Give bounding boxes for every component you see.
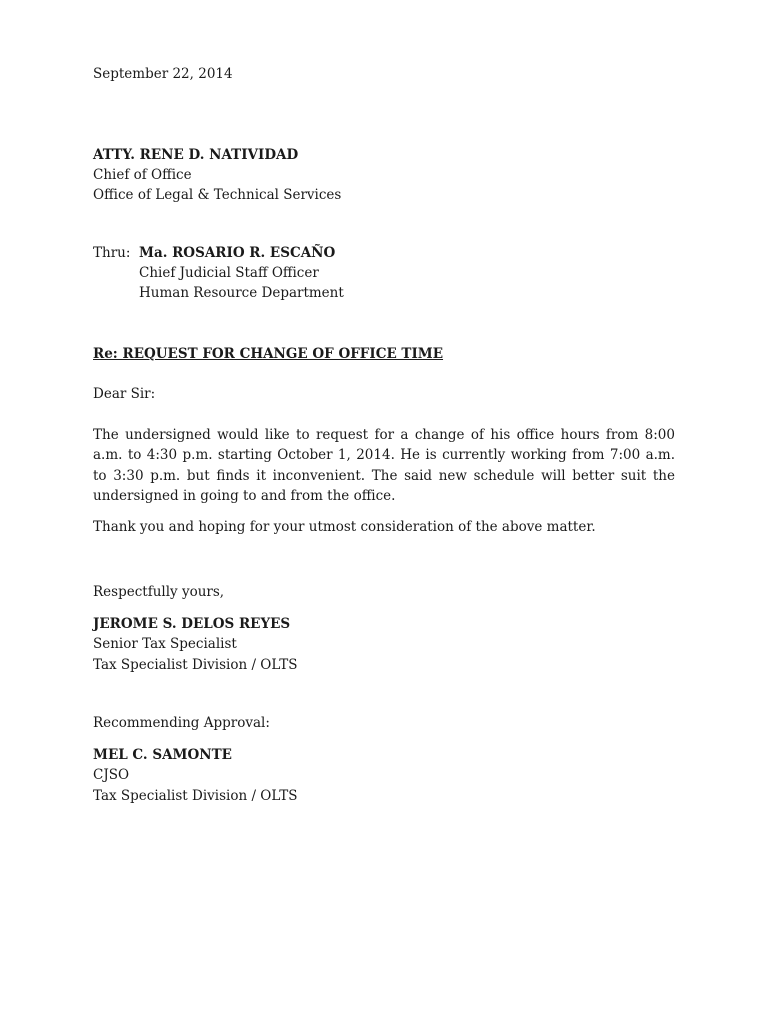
body-paragraph-1: The undersigned would like to request for a change of his office hours from 8:00 a.m. to 4:30 p.m. starting October 1, 2014. He is currently working from 7:00 a.m. to 3:30 p.m. but finds it inconvenient. The said new schedule will better suit the undersigned in going to and from the office. xyxy=(93,427,675,504)
thru-label: Thru: xyxy=(93,245,131,261)
recommending-label: Recommending Approval: xyxy=(93,715,270,731)
body-paragraph-2: Thank you and hoping for your utmost consideration of the above matter. xyxy=(93,519,596,535)
addressee-title: Chief of Office xyxy=(93,167,192,183)
salutation: Dear Sir: xyxy=(93,386,156,402)
signatory-title: Senior Tax Specialist xyxy=(93,636,237,652)
signatory-division: Tax Specialist Division / OLTS xyxy=(93,657,298,673)
thru-title: Chief Judicial Staff Officer xyxy=(139,265,319,281)
recommender-title: CJSO xyxy=(93,767,130,783)
recommender-name: MEL C. SAMONTE xyxy=(93,747,232,763)
addressee-name: ATTY. RENE D. NATIVIDAD xyxy=(93,147,299,163)
addressee-office: Office of Legal & Technical Services xyxy=(93,187,342,203)
signatory-name: JEROME S. DELOS REYES xyxy=(93,616,291,632)
thru-department: Human Resource Department xyxy=(139,285,344,301)
thru-name: Ma. ROSARIO R. ESCAÑO xyxy=(139,245,336,261)
closing: Respectfully yours, xyxy=(93,584,225,600)
letter-subject: Re: REQUEST FOR CHANGE OF OFFICE TIME xyxy=(93,346,444,362)
letter-date: September 22, 2014 xyxy=(93,66,233,82)
recommender-division: Tax Specialist Division / OLTS xyxy=(93,788,298,804)
